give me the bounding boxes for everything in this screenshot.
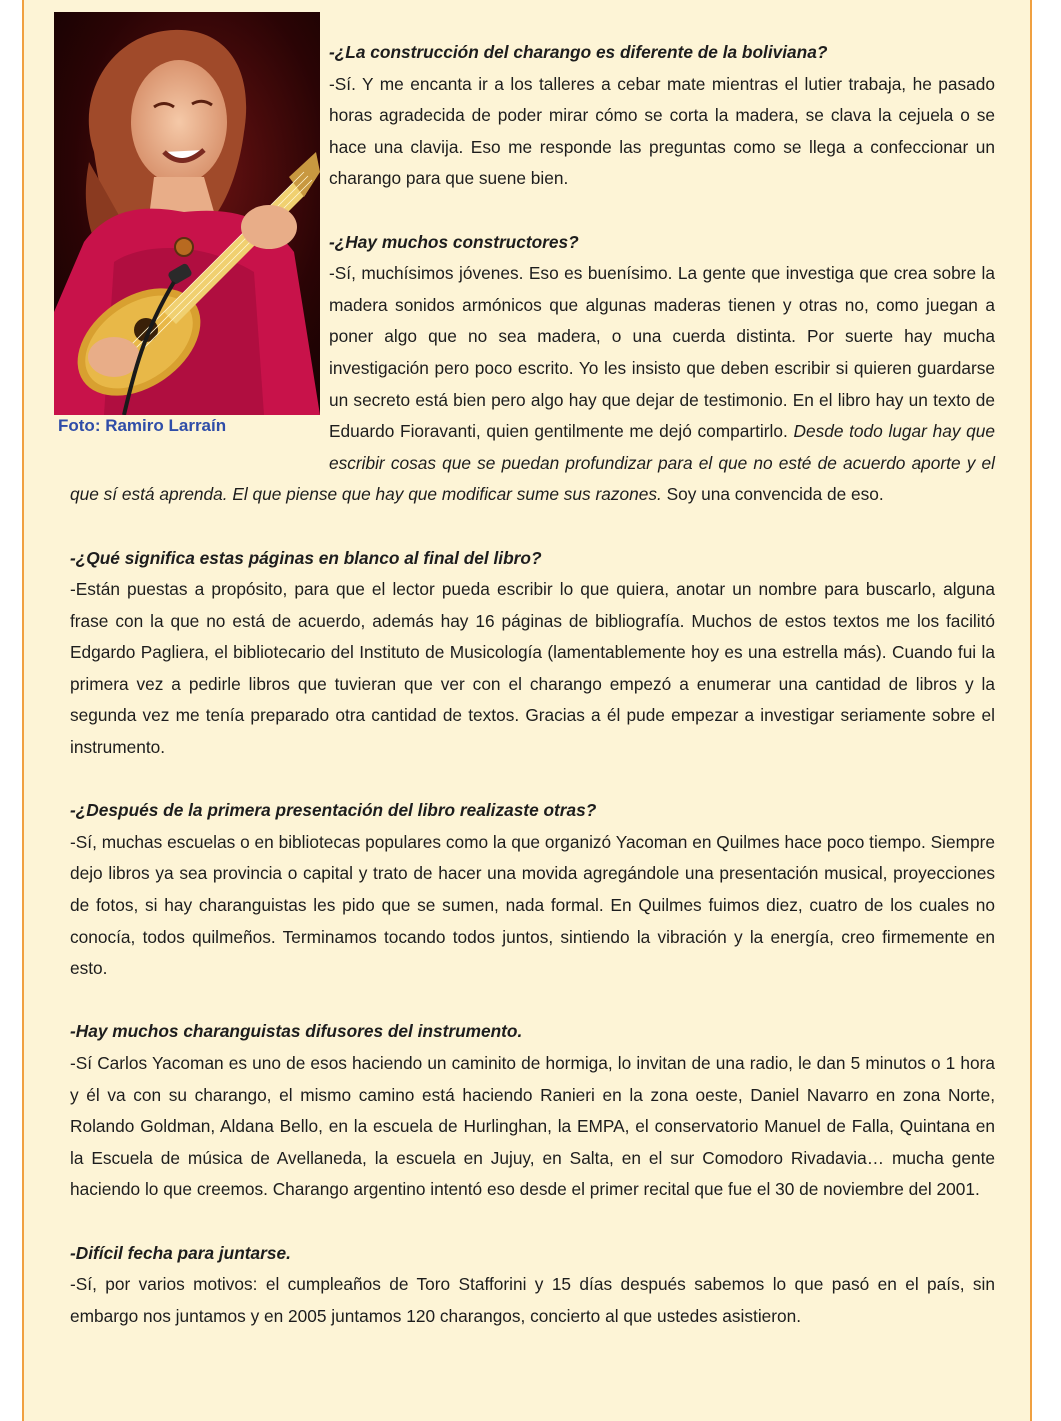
photo-space [70, 37, 329, 457]
answer-2-quote: Desde todo lugar hay que escribir cosas que se puedan profundizar para el que no esté de acuerdo aporte y el que sí está aprenda. El que piense que hay que modificar sume sus razones. [70, 421, 995, 505]
page [22, 0, 1032, 1421]
question-3: -¿Qué significa estas páginas en blanco al final del libro? [70, 547, 542, 568]
question-6: -Difícil fecha para juntarse. [70, 1242, 291, 1263]
photo-caption: Foto: Ramiro Larraín [58, 416, 227, 435]
answer-3: -Están puestas a propósito, para que el lector pueda escribir lo que quiera, anotar un nombre para buscarlo, alguna frase con la que no está de acuerdo, además hay 16 páginas de bibliografía. Muchos de estos textos me los facilitó Edgardo Pagliera, el bibliotecario del Instituto de Musicología (lamentablemente hoy es una estrella más). Cuando fui la primera vez a pedirle libros que tuvieran que ver con el charango empezó a enumerar una cantidad de libros y la segunda vez me tenía preparado otra cantidad de textos. Gracias a él pude empezar a investigar seriamente sobre el instrumento. [70, 579, 995, 758]
answer-6: -Sí, por varios motivos: el cumpleaños de Toro Stafforini y 15 días después sabemos lo que pasó en el país, sin embargo nos juntamos y en 2005 juntamos 120 charangos, concierto al que ustedes asistieron. [70, 1274, 995, 1326]
answer-1: -Sí. Y me encanta ir a los talleres a cebar mate mientras el lutier trabaja, he pasado horas agradecida de poder mirar cómo se corta la madera, se clava la cejuela o se hace una clavija. Eso me responde las preguntas como se llega a confeccionar un charango para que suene bien. [329, 73, 995, 189]
question-4: -¿Después de la primera presentación del libro realizaste otras? [70, 800, 597, 821]
question-5: -Hay muchos charanguistas difusores del instrumento. [70, 1021, 523, 1042]
article-body [70, 37, 995, 1332]
question-1: -¿La construcción del charango es diferente de la boliviana? [329, 42, 828, 62]
answer-2-closing: Soy una convencida de eso. [666, 484, 884, 505]
answer-5: -Sí Carlos Yacoman es uno de esos haciendo un caminito de hormiga, lo invitan de una radio, le dan 5 minutos o 1 hora y él va con su charango, el mismo camino está haciendo Ranieri en la zona oeste, Daniel Navarro en zona Norte, Rolando Goldman, Aldana Bello, en la escuela de Hurlinghan, la EMPA, el conservatorio Manuel de Falla, Quintana en la Escuela de música de Avellaneda, la escuela en Jujuy, en Salta, en el sur Comodoro Rivadavia… mucha gente haciendo lo que creemos. Charango argentino intentó eso desde el primer recital que fue el 30 de noviembre del 2001. [70, 1053, 995, 1200]
answer-4: -Sí, muchas escuelas o en bibliotecas populares como la que organizó Yacoman en Quilmes hace poco tiempo. Siempre dejo libros ya sea provincia o capital y trato de hacer una movida agregándole una presentación musical, proyecciones de fotos, si hay charanguistas les pido que se sumen, nada formal. En Quilmes fuimos diez, cuatro de los cuales no conocía, todos quilmeños. Terminamos tocando todos juntos, sintiendo la vibración y la energía, creo firmemente en esto. [70, 831, 995, 979]
answer-2-text: -Sí, muchísimos jóvenes. Eso es buenísimo. La gente que investiga que crea sobre la madera sonidos armónicos que algunas maderas tienen y otras no, como juegan a poner algo que no sea madera, o una cuerda distinta. Por suerte hay mucha investigación pero poco escrito. Yo les insisto que deben escribir si quieren guardarse un secreto está bien pero algo hay que dejar de testimonio. En el libro hay un texto de Eduardo Fioravanti, quien gentilmente me dejó compartirlo. [329, 263, 995, 442]
question-2: -¿Hay muchos constructores? [329, 231, 579, 252]
